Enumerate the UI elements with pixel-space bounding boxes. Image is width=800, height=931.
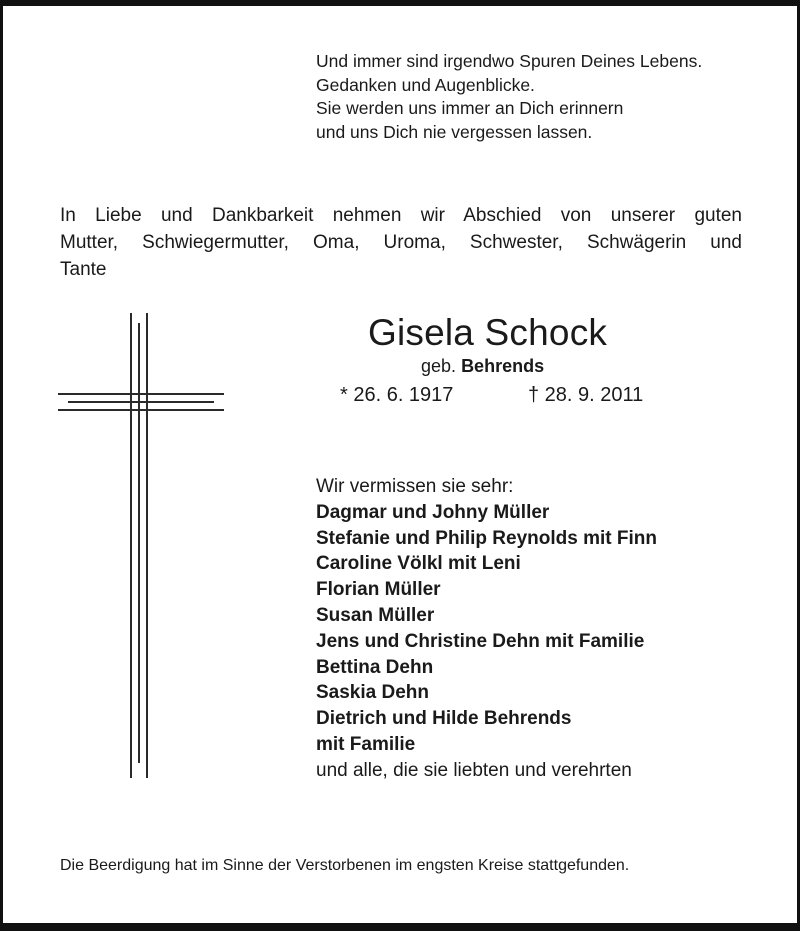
cross-horizontal-line	[68, 401, 214, 403]
intro-line: Tante	[60, 259, 107, 280]
intro-line: In Liebe und Dankbarkeit nehmen wir Abschied von unserer guten	[60, 205, 742, 226]
poem	[316, 50, 702, 144]
mourners-list	[316, 474, 657, 784]
mourner-name: Stefanie und Philip Reynolds mit Finn	[316, 527, 657, 549]
funeral-note: Die Beerdigung hat im Sinne der Verstorbenen im engsten Kreise stattgefunden.	[60, 857, 630, 874]
poem-line: Und immer sind irgendwo Spuren Deines Lebens.	[316, 51, 703, 71]
cross-horizontal-line	[58, 409, 224, 411]
mourners-closing: und alle, die sie liebten und verehrten	[316, 759, 632, 781]
poem-line: Gedanken und Augenblicke.	[316, 74, 535, 95]
mourner-name: Dietrich und Hilde Behrends	[316, 708, 572, 730]
cross-horizontal-line	[58, 393, 224, 395]
mourner-name: Caroline Völkl mit Leni	[316, 553, 521, 575]
birth-name	[421, 356, 544, 377]
mourner-name: Dagmar und Johny Müller	[316, 501, 550, 523]
mourners-heading: Wir vermissen sie sehr:	[316, 476, 514, 497]
mourner-name: Jens und Christine Dehn mit Familie	[316, 630, 645, 652]
cross-vertical-line	[146, 313, 148, 778]
cross-vertical-line	[130, 313, 132, 778]
birth-name-value: Behrends	[461, 356, 545, 376]
mourner-name: mit Familie	[316, 733, 416, 755]
birth-date: * 26. 6. 1917	[340, 384, 454, 406]
deceased-name: Gisela Schock	[368, 312, 608, 353]
intro-text	[60, 202, 742, 283]
mourner-name: Susan Müller	[316, 604, 435, 626]
poem-line: Sie werden uns immer an Dich erinnern	[316, 98, 624, 118]
poem-line: und uns Dich nie vergessen lassen.	[316, 121, 593, 142]
mourner-name: Bettina Dehn	[316, 656, 434, 678]
cross-vertical-line	[138, 323, 140, 763]
birth-name-prefix: geb.	[421, 356, 457, 376]
mourner-name: Saskia Dehn	[316, 682, 429, 704]
cross-icon	[58, 313, 224, 778]
mourner-name: Florian Müller	[316, 579, 441, 601]
death-date: † 28. 9. 2011	[528, 384, 644, 406]
intro-line: Mutter, Schwiegermutter, Oma, Uroma, Schwester, Schwägerin und	[60, 232, 742, 253]
